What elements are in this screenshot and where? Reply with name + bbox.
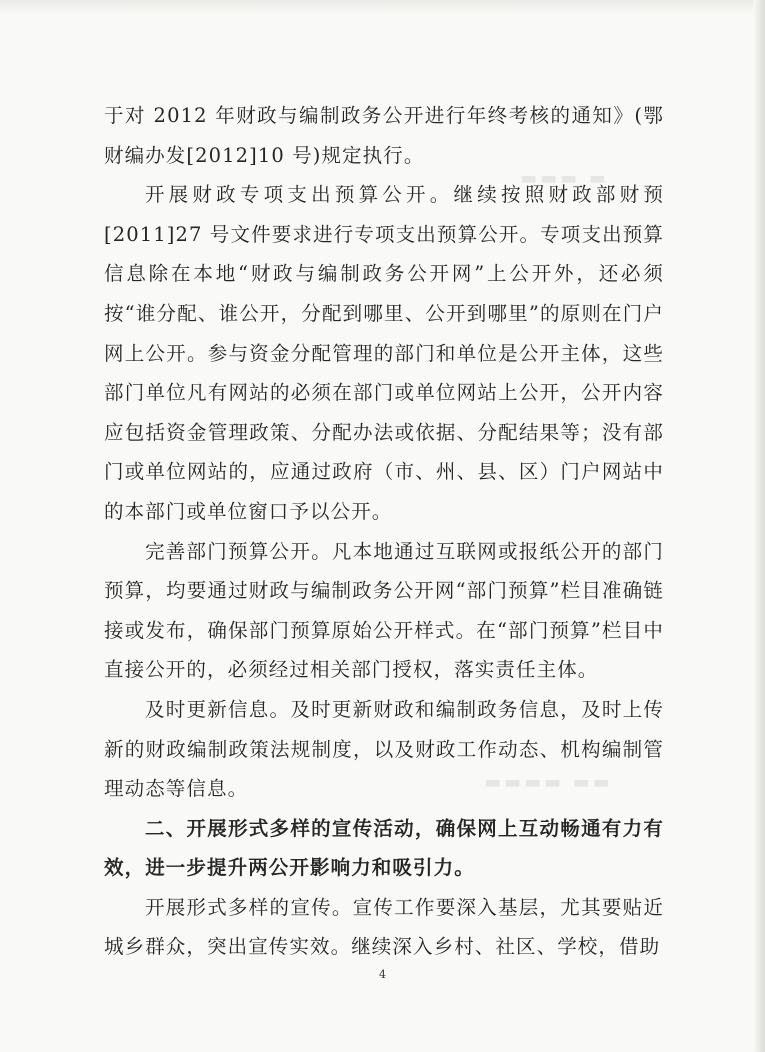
scan-edge-right: [753, 0, 765, 1052]
document-body: [104, 96, 664, 967]
paragraph-4: 及时更新信息。及时更新财政和编制政务信息，及时上传新的财政编制政策法规制度，以及财政工作动态、机构编制管理动态等信息。: [104, 697, 664, 801]
paragraph-5: 开展形式多样的宣传。宣传工作要深入基层，尤其要贴近城乡群众，突出宣传实效。继续深入乡村、社区、学校，借助: [104, 895, 664, 959]
paragraph-3: 完善部门预算公开。凡本地通过互联网或报纸公开的部门预算，均要通过财政与编制政务公开网“部门预算”栏目准确链接或发布，确保部门预算原始公开样式。在“部门预算”栏目中直接公开的，必须经过相关部门授权，落实责任主体。: [104, 539, 664, 682]
show-through: ▬▬▬ ▬: [520, 168, 609, 189]
section-heading: 二、开展形式多样的宣传活动，确保网上互动畅通有力有效，进一步提升两公开影响力和吸引力。: [104, 816, 664, 880]
paragraph-2: 开展财政专项支出预算公开。继续按照财政部财预[2011]27 号文件要求进行专项支出预算公开。专项支出预算信息除在本地“财政与编制政务公开网”上公开外，还必须按“谁分配、谁公开，分配到哪里、公开到哪里”的原则在门户网上公开。参与资金分配管理的部门和单位是公开主体，这些部门单位凡有网站的必须在部门或单位网站上公开，公开内容应包括资金管理政策、分配办法或依据、分配结果等；没有部门或单位网站的，应通过政府（市、州、县、区）门户网站中的本部门或单位窗口予以公开。: [104, 183, 664, 523]
page-number: 4: [379, 968, 386, 981]
show-through: ▬▬▬▬ ▬▬: [484, 772, 613, 793]
paragraph-1: 于对 2012 年财政与编制政务公开进行年终考核的通知》(鄂财编办发[2012]10 号)规定执行。: [104, 104, 664, 167]
scan-edge-top: [0, 0, 765, 14]
